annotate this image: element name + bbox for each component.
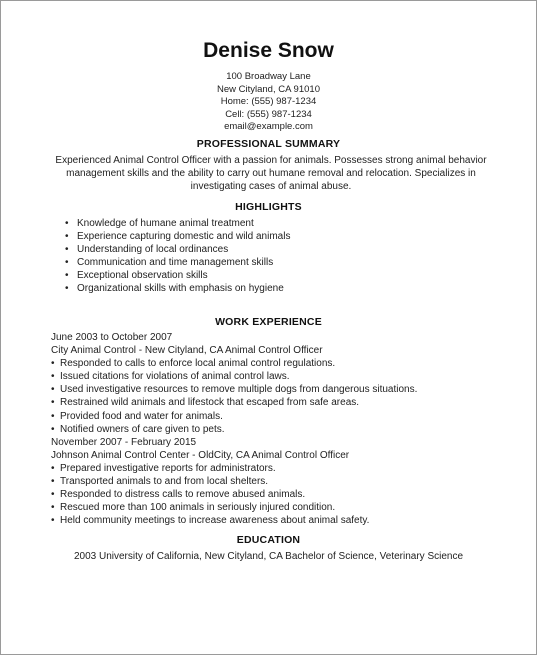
bullet-icon: • — [51, 384, 55, 396]
bullet-icon: • — [51, 358, 55, 370]
bullet-icon: • — [51, 502, 55, 514]
bullet-icon: • — [51, 489, 55, 501]
job-duty: • Issued citations for violations of animal control laws. — [51, 371, 290, 383]
bullet-icon: • — [65, 283, 69, 295]
bullet-icon: • — [51, 515, 55, 527]
highlight-item: • Communication and time management skills — [65, 257, 274, 269]
bullet-icon: • — [51, 397, 55, 409]
job-duty: • Notified owners of care given to pets. — [51, 423, 225, 435]
job-duty: • Restrained wild animals and lifestock that escaped from safe areas. — [51, 397, 360, 409]
job-dates: November 2007 - February 2015 — [51, 436, 197, 448]
email-address: email@example.com — [224, 121, 313, 133]
education-entry: 2003 University of California, New Cityland, CA Bachelor of Science, Veterinary Science — [73, 551, 464, 562]
bullet-icon: • — [65, 270, 69, 282]
education-heading: EDUCATION — [236, 534, 301, 546]
highlight-item: • Experience capturing domestic and wild animals — [65, 231, 291, 243]
highlight-item: • Organizational skills with emphasis on hygiene — [65, 283, 284, 295]
bullet-icon: • — [65, 231, 69, 243]
job-employer: Johnson Animal Control Center - OldCity, CA Animal Control Officer — [51, 449, 350, 461]
job-duty: • Prepared investigative reports for administrators. — [51, 462, 276, 474]
work-heading: WORK EXPERIENCE — [215, 316, 322, 328]
address-line-2: New Cityland, CA 91010 — [217, 83, 320, 95]
bullet-icon: • — [65, 218, 69, 229]
bullet-icon: • — [51, 462, 55, 474]
bullet-icon: • — [51, 423, 55, 435]
job-duty: • Transported animals to and from local shelters. — [51, 476, 269, 488]
job-duty: • Rescued more than 100 animals in seriously injured condition. — [51, 502, 336, 514]
bullet-icon: • — [51, 410, 55, 422]
contact-block — [1, 71, 536, 134]
highlight-item: • Understanding of local ordinances — [65, 244, 229, 256]
bullet-icon: • — [65, 244, 69, 256]
summary-text: Experienced Animal Control Officer with a passion for animals. Possesses strong animal behavior management skills and the ability to carry out humane removal and relocation. Specializes in investigating cases of animal abuse. — [55, 155, 487, 192]
highlight-item: • Exceptional observation skills — [65, 270, 208, 282]
home-phone: Home: (555) 987-1234 — [220, 96, 317, 108]
job-employer: City Animal Control - New Cityland, CA Animal Control Officer — [51, 345, 323, 357]
work-experience — [51, 331, 501, 527]
candidate-name: Denise Snow — [203, 39, 334, 62]
job-dates: June 2003 to October 2007 — [51, 332, 173, 343]
address-line-1: 100 Broadway Lane — [226, 71, 311, 82]
highlight-item: • Knowledge of humane animal treatment — [65, 218, 254, 229]
bullet-icon: • — [51, 371, 55, 383]
summary-heading: PROFESSIONAL SUMMARY — [196, 138, 341, 150]
bullet-icon: • — [65, 257, 69, 269]
job-duty: • Responded to distress calls to remove abused animals. — [51, 489, 306, 501]
job-duty: • Used investigative resources to remove multiple dogs from dangerous situations. — [51, 384, 418, 396]
cell-phone: Cell: (555) 987-1234 — [225, 108, 312, 120]
highlights-heading: HIGHLIGHTS — [235, 201, 302, 213]
job-duty: • Responded to calls to enforce local animal control regulations. — [51, 358, 336, 370]
job-duty: • Held community meetings to increase awareness about animal safety. — [51, 515, 370, 527]
highlights-list — [65, 217, 290, 296]
job-duty: • Provided food and water for animals. — [51, 410, 223, 422]
bullet-icon: • — [51, 476, 55, 488]
